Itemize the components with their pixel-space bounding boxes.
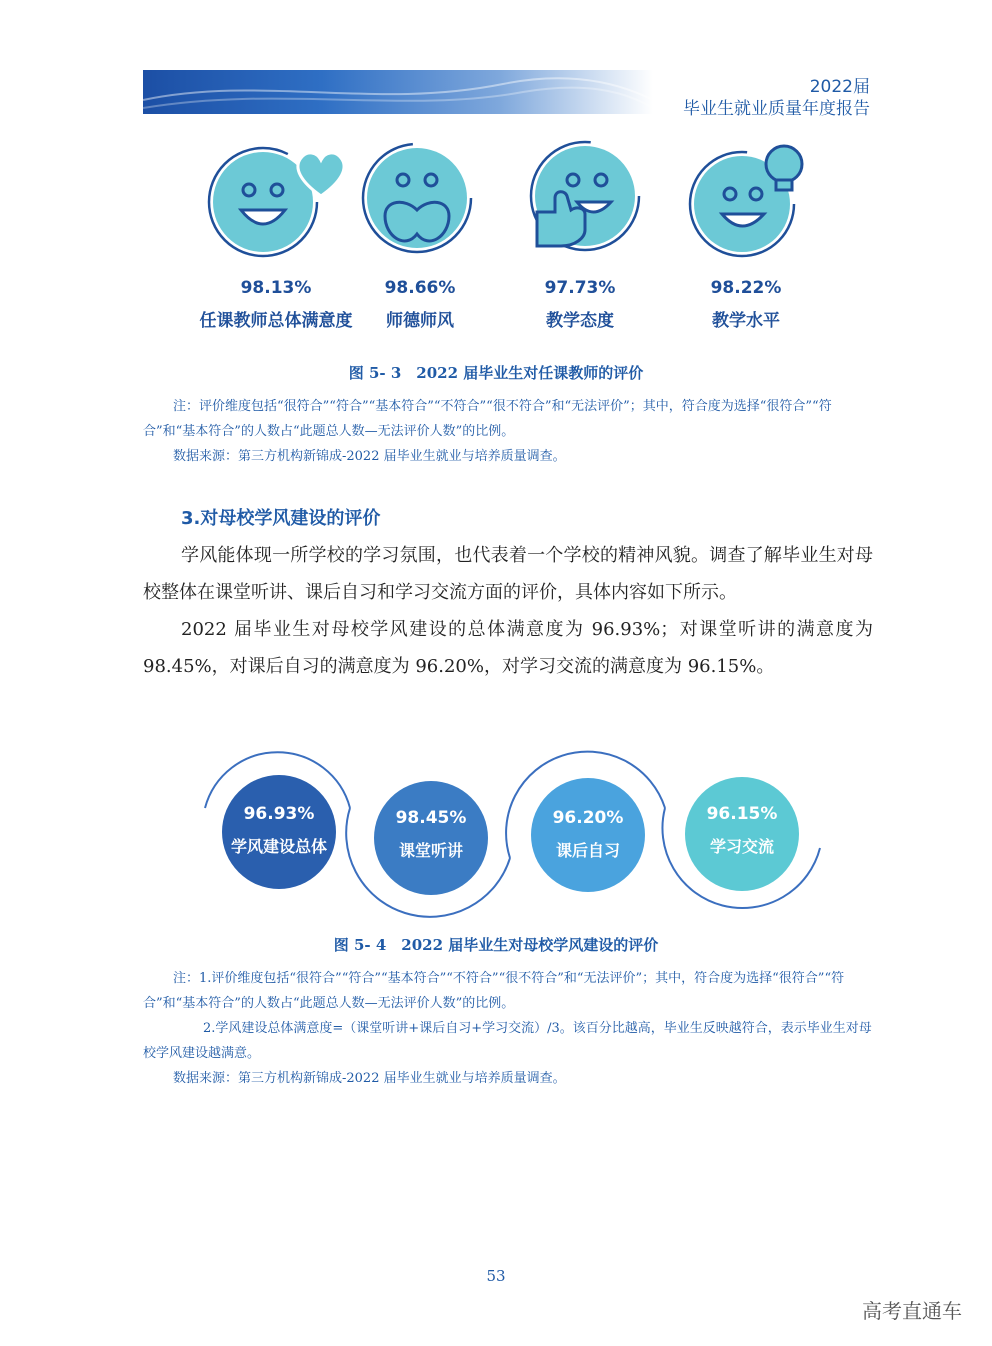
teacher-eval-item-ethics <box>330 138 510 331</box>
note-text: 注：评价维度包括“很符合”“符合”“基本符合”“不符合”“很不符合”和“无法评价”；其中，符合度为选择“很符合”“符合”和“基本符合”的人数占“此题总人数—无法评价人数”的比例。 <box>143 399 832 439</box>
note-source: 数据来源：第三方机构新锦成-2022 届毕业生就业与培养质量调查。 <box>173 1071 566 1086</box>
header-title: 毕业生就业质量年度报告 <box>683 99 870 119</box>
figure-caption: 图 5- 4 2022 届毕业生对母校学风建设的评价 <box>333 936 659 954</box>
section-title: 3.对母校学风建设的评价 <box>181 508 381 529</box>
smile-lightbulb-icon <box>676 138 816 258</box>
paragraph: 学风能体现一所学校的学习氛围，也代表着一个学校的精神风貌。调查了解毕业生对母校整体在课堂听讲、课后自习和学习交流方面的评价，具体内容如下所示。 <box>143 545 873 603</box>
style-eval-label: 学习交流 <box>709 837 774 856</box>
smile-heart-icon <box>201 138 351 258</box>
teacher-eval-item-level <box>656 138 836 331</box>
smile-hands-icon <box>355 138 485 258</box>
style-eval-label: 学风建设总体 <box>230 837 327 856</box>
header-banner <box>143 70 653 114</box>
teacher-eval-value: 98.13% <box>240 278 312 298</box>
header-year: 2022届 <box>809 77 870 97</box>
note-text: 2.学风建设总体满意度=（课堂听讲+课后自习+学习交流）/3。该百分比越高，毕业生反映越符合，表示毕业生对母校学风建设越满意。 <box>143 1021 872 1061</box>
teacher-eval-item-attitude <box>490 138 670 331</box>
style-eval-label: 课后自习 <box>555 841 620 860</box>
page-number: 53 <box>486 1267 506 1285</box>
teacher-eval-value: 97.73% <box>544 278 616 298</box>
style-eval-item <box>677 804 807 857</box>
paragraph: 2022 届毕业生对母校学风建设的总体满意度为 96.93%；对课堂听讲的满意度为 98.45%，对课后自习的满意度为 96.20%，对学习交流的满意度为 96.15%。 <box>143 619 873 677</box>
style-eval-item <box>214 804 344 857</box>
teacher-eval-value: 98.66% <box>384 278 456 298</box>
style-eval-value: 96.93% <box>243 804 315 824</box>
figure-caption: 图 5- 3 2022 届毕业生对任课教师的评价 <box>348 364 644 382</box>
figure-note <box>143 966 873 1091</box>
body-text <box>143 537 873 685</box>
style-eval-value: 96.20% <box>552 808 624 828</box>
note-source: 数据来源：第三方机构新锦成-2022 届毕业生就业与培养质量调查。 <box>173 449 566 464</box>
style-eval-value: 98.45% <box>395 808 467 828</box>
teacher-eval-label: 任课教师总体满意度 <box>199 311 353 331</box>
smile-thumbs-up-icon <box>515 138 645 258</box>
style-eval-label: 课堂听讲 <box>398 841 463 860</box>
style-eval-item <box>366 808 496 861</box>
watermark: 高考直通车 <box>862 1299 962 1323</box>
figure-note <box>143 394 873 469</box>
teacher-eval-value: 98.22% <box>710 278 782 298</box>
style-eval-item <box>523 808 653 861</box>
note-text: 注：1.评价维度包括“很符合”“符合”“基本符合”“不符合”“很不符合”和“无法评价”；其中，符合度为选择“很符合”“符合”和“基本符合”的人数占“此题总人数—无法评价人数”的比例。 <box>143 971 845 1011</box>
teacher-eval-label: 教学态度 <box>546 311 614 331</box>
style-eval-value: 96.15% <box>706 804 778 824</box>
teacher-eval-label: 师德师风 <box>386 311 454 331</box>
teacher-eval-label: 教学水平 <box>712 311 780 331</box>
